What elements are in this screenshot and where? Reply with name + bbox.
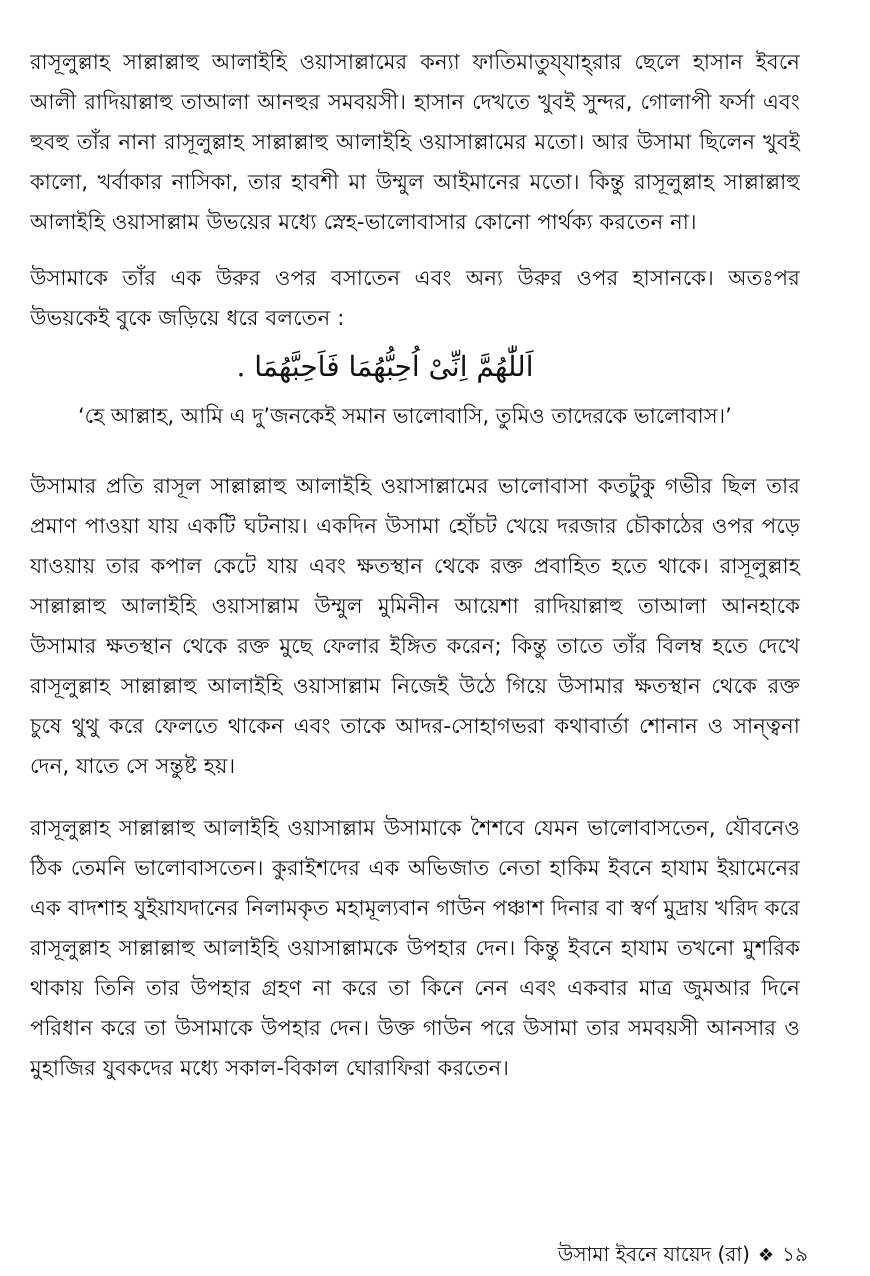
book-page bbox=[30, 42, 800, 1276]
running-title: উসামা ইবনে যায়েদ (রা) bbox=[557, 1242, 750, 1266]
paragraph-2: উসামাকে তাঁর এক উরুর ওপর বসাতেন এবং অন্য উরুর ওপর হাসানকে। অতঃপর উভয়কেই বুকে জড়িয়ে ধরে বলতেন : bbox=[30, 266, 800, 330]
page-footer bbox=[558, 1240, 808, 1273]
page-number: ১৯ bbox=[782, 1242, 808, 1266]
arabic-dua: اَللّٰهُمَّ اِنِّىْ اُحِبُّهُمَا فَاَحِبَّهُمَا . bbox=[236, 350, 534, 383]
paragraph-3: উসামার প্রতি রাসূল সাল্লাল্লাহু আলাইহি ওয়াসাল্লামের ভালোবাসা কতটুকু গভীর ছিল তার প্রমাণ পাওয়া যায় একটি ঘটনায়। একদিন উসামা হোঁচট খেয়ে দরজার চৌকাঠের ওপর পড়ে যাওয়ায় তার কপাল কেটে যায় এবং ক্ষতস্থান থেকে রক্ত প্রবাহিত হতে থাকে। রাসূলুল্লাহ সাল্লাল্লাহু আলাইহি ওয়াসাল্লাম উম্মুল মুমিনীন আয়েশা রাদিয়াল্লাহু তাআলা আনহাকে উসামার ক্ষতস্থান থেকে রক্ত মুছে ফেলার ইঙ্গিত করেন; কিন্তু তাতে তাঁর বিলম্ব হতে দেখে রাসূলুল্লাহ সাল্লাল্লাহু আলাইহি ওয়াসাল্লাম নিজেই উঠে গিয়ে উসামার ক্ষতস্থান থেকে রক্ত চুষে থুথু করে ফেলতে থাকেন এবং তাকে আদর-সোহাগভরা কথাবার্তা শোনান ও সান্ত্বনা দেন, যাতে সে সন্তুষ্ট হয়। bbox=[30, 474, 800, 778]
paragraph-1: রাসূলুল্লাহ সাল্লাল্লাহু আলাইহি ওয়াসাল্লামের কন্যা ফাতিমাতুয্‌যাহ্‌রার ছেলে হাসান ইবনে আলী রাদিয়াল্লাহু তাআলা আনহুর সমবয়সী। হাসান দেখতে খুবই সুন্দর, গোলাপী ফর্সা এবং হুবহু তাঁর নানা রাসূলুল্লাহ সাল্লাল্লাহু আলাইহি ওয়াসাল্লামের মতো। আর উসামা ছিলেন খুবই কালো, খর্বাকার নাসিকা, তার হাবশী মা উম্মুল আইমানের মতো। কিন্তু রাসূলুল্লাহ সাল্লাল্লাহু আলাইহি ওয়াসাল্লাম উভয়ের মধ্যে স্নেহ-ভালোবাসার কোনো পার্থক্য করতেন না। bbox=[30, 50, 800, 234]
ornament-separator-icon: ❖ bbox=[757, 1245, 775, 1266]
dua-translation-quote: ‘হে আল্লাহ, আমি এ দু’জনকেই সমান ভালোবাসি, তুমিও তাদেরকে ভালোবাস।’ bbox=[78, 404, 732, 428]
paragraph-4: রাসূলুল্লাহ সাল্লাল্লাহু আলাইহি ওয়াসাল্লাম উসামাকে শৈশবে যেমন ভালোবাসতেন, যৌবনেও ঠিক তেমনি ভালোবাসতেন। কুরাইশদের এক অভিজাত নেতা হাকিম ইবনে হাযাম ইয়ামেনের এক বাদশাহ যুইয়াযদানের নিলামকৃত মহামূল্যবান গাউন পঞ্চাশ দিনার বা স্বর্ণ মুদ্রায় খরিদ করে রাসূলুল্লাহ সাল্লাল্লাহু আলাইহি ওয়াসাল্লামকে উপহার দেন। কিন্তু ইবনে হাযাম তখনো মুশরিক থাকায় তিনি তার উপহার গ্রহণ না করে তা কিনে নেন এবং একবার মাত্র জুমআর দিনে পরিধান করে তা উসামাকে উপহার দেন। উক্ত গাউন পরে উসামা তার সমবয়সী আনসার ও মুহাজির যুবকদের মধ্যে সকাল-বিকাল ঘোরাফিরা করতেন। bbox=[30, 816, 800, 1080]
